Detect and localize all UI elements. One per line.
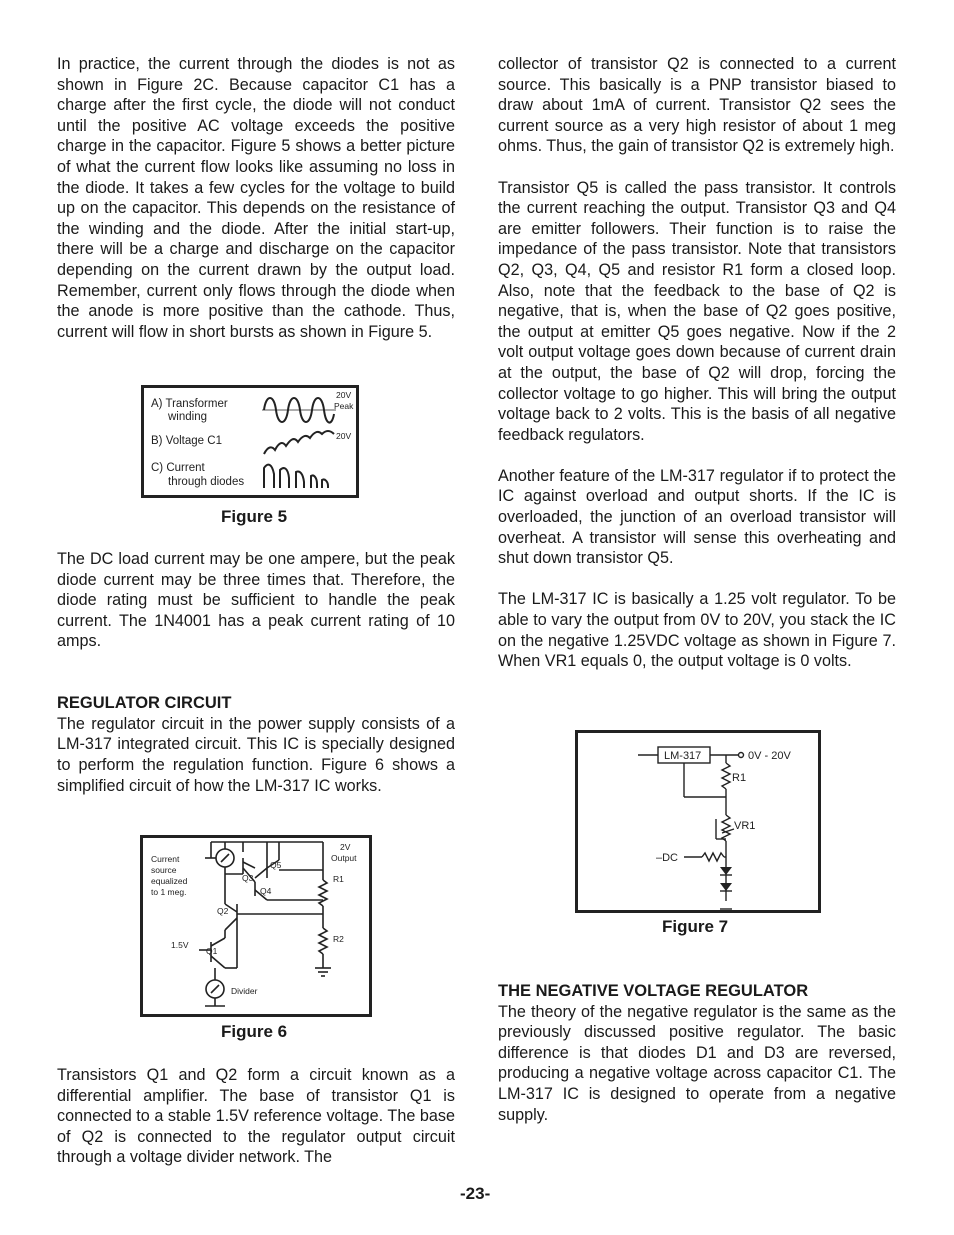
fig7-output-range: 0V - 20V xyxy=(748,750,791,762)
fig6-q5: Q5 xyxy=(270,860,282,870)
fig5-label-b: B) Voltage C1 xyxy=(151,435,222,447)
right-column-lower xyxy=(498,981,896,1125)
fig7-ic-label: LM-317 xyxy=(664,750,702,762)
paragraph: Transistor Q5 is called the pass transistor. It controls the current reaching the output. Transistor Q3 and Q4 are emitter followers. Their function is to raise the impedance of the pass transistor. Note that transistors Q2, Q3, Q4, Q5 and resistor R1 form a closed loop. Also, note that the feedback to the base of Q2 is negative, that is, when the base of Q2 goes positive, the output at emitter Q5 goes negative. Now if the 2 volt output voltage goes down because of current drain at the output, the base of Q2 will drop, forcing the collector voltage to go higher. This will bring the output voltage back to 2 volts. This is the basis of all negative feedback regulators. xyxy=(498,178,896,444)
fig6-q1: Q1 xyxy=(206,946,218,956)
fig6-ref: 1.5V xyxy=(171,940,189,950)
fig7-vr1: VR1 xyxy=(734,820,756,832)
fig5-peak-label: Peak xyxy=(334,401,354,411)
page-number: -23- xyxy=(460,1184,491,1203)
figure-5-diagram xyxy=(144,388,356,495)
fig6-divider: Divider xyxy=(231,986,258,996)
fig7-diode-2 xyxy=(720,883,732,891)
right-column xyxy=(498,54,896,672)
fig6-r1: R1 xyxy=(333,874,344,884)
left-column-lower xyxy=(57,549,455,796)
figure-6-schematic xyxy=(143,838,369,1014)
paragraph: The regulator circuit in the power supply consists of a LM-317 integrated circuit. This IC is specially designed to perform the regulation function. Figure 6 shows a simplified circuit of how the LM-317 IC works. xyxy=(57,714,455,795)
fig7-neg-dc: –DC xyxy=(656,852,679,864)
fig6-cs-4: to 1 meg. xyxy=(151,887,187,897)
figure-7-caption: Figure 7 xyxy=(662,917,729,936)
fig6-out-label: Output xyxy=(331,853,357,863)
fig5-label-c1: C) Current xyxy=(151,462,205,474)
fig6-cs-2: source xyxy=(151,865,177,875)
figure-6 xyxy=(140,835,372,1017)
figure-7-schematic xyxy=(578,733,818,910)
fig6-q2: Q2 xyxy=(217,906,229,916)
paragraph: The LM-317 IC is basically a 1.25 volt regulator. To be able to vary the output from 0V to 20V, you stack the IC on the negative 1.25VDC voltage as shown in Figure 7. When VR1 equals 0, the output voltage is 0 volts. xyxy=(498,590,896,671)
paragraph: collector of transistor Q2 is connected to a current source. This basically is a PNP transistor biased to draw about 1mA of current. Transistor Q2 sees the current source as a very high resistor of about 1 meg ohms. Thus, the gain of transistor Q2 is extremely high. xyxy=(498,55,896,156)
fig5-label-a1: A) Transformer xyxy=(151,398,228,410)
paragraph: The DC load current may be one ampere, but the peak diode current may be three times that. Therefore, the diode rating must be sufficient to handle the peak current. The 1N4001 has a peak current rating of 10 amps. xyxy=(57,550,455,651)
left-column-bottom xyxy=(57,1065,455,1168)
fig5-current-wave xyxy=(264,465,328,488)
fig5-peak-20v: 20V xyxy=(336,390,352,400)
fig7-r1: R1 xyxy=(732,772,747,784)
figure-5-caption: Figure 5 xyxy=(221,507,288,526)
paragraph: Transistors Q1 and Q2 form a circuit known as a differential amplifier. The base of transistor Q1 is connected to a stable 1.5V reference voltage. The base of Q2 is connected to the regulator output circuit through a voltage divider network. The xyxy=(57,1066,455,1167)
fig7-diode-1 xyxy=(720,867,732,875)
figure-7 xyxy=(575,730,821,913)
paragraph: In practice, the current through the diodes is not as shown in Figure 2C. Because capacitor C1 has a charge after the first cycle, the diode will not conduct until the positive AC voltage exceeds the positive charge in the capacitor. Figure 5 shows a better picture of what the current flow looks like assuming no loss in the diode. It takes a few cycles for the voltage to build up on the capacitor. This depends on the resistance of the winding and the diode. After the initial start-up, there will be a charge and discharge on the capacitor depending on the current drawn by the output load. Remember, current only flows through the diode when the anode is more positive than the cathode. Thus, current will flow in short bursts as shown in Figure 5. xyxy=(57,55,455,341)
fig5-label-c2: through diodes xyxy=(168,476,245,488)
figure-5 xyxy=(141,385,359,498)
section-heading: THE NEGATIVE VOLTAGE REGULATOR xyxy=(498,982,809,1000)
section-heading: REGULATOR CIRCUIT xyxy=(57,694,232,713)
fig6-cs-3: equalized xyxy=(151,876,188,886)
left-column xyxy=(57,54,455,342)
fig6-out-2v: 2V xyxy=(340,842,351,852)
fig6-r2: R2 xyxy=(333,934,344,944)
fig5-label-a2: winding xyxy=(168,411,207,423)
figure-6-caption: Figure 6 xyxy=(221,1022,288,1041)
fig5-voltage-wave xyxy=(264,431,334,454)
paragraph: The theory of the negative regulator is the same as the previously discussed positive regulator. The basic difference is that diodes D1 and D3 are reversed, producing a negative voltage across capacitor C1. The LM-317 IC is designed to operate from a negative supply. xyxy=(498,1002,896,1124)
fig6-q4: Q4 xyxy=(260,886,272,896)
paragraph: Another feature of the LM-317 regulator if to protect the IC against overload and output shorts. If the IC is overloaded, the junction of an overload transistor will overheat. A transistor will sense this overheating and shut down transistor Q5. xyxy=(498,466,896,568)
fig6-q3: Q3 xyxy=(242,873,254,883)
fig5-20v: 20V xyxy=(336,431,352,441)
fig6-cs-1: Current xyxy=(151,854,180,864)
